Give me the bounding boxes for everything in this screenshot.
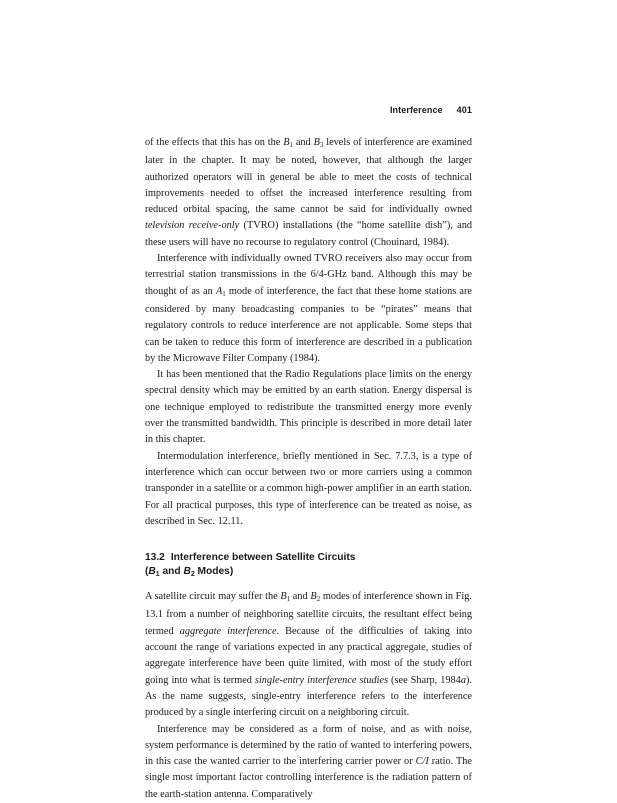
paragraph-1 bbox=[145, 135, 472, 251]
emphasis: television receive-only bbox=[145, 220, 240, 232]
text-run: Interference with individually owned TVRO receivers also may occur from terrestrial station transmissions in the 6/4-GHz band. Although this may be thought of as an bbox=[145, 253, 472, 297]
symbol: $B_1$ bbox=[148, 565, 160, 578]
symbol: $B_3$ bbox=[313, 137, 324, 149]
paragraph-2 bbox=[145, 251, 472, 367]
paragraph-5 bbox=[145, 589, 472, 721]
paragraph-4: Intermodulation interference, briefly mentioned in Sec. 7.7.3, is a type of interference which can occur between two or more carriers using a common transponder in a satellite or a common high-power amplifier in an earth station. For all practical purposes, this type of interference can be treated as noise, as described in Sec. 12.11. bbox=[145, 450, 472, 527]
text-run: (TVRO) installations (the “home satellite dish”), and these users will have no recourse to regulatory control (Chouinard, 1984). bbox=[145, 220, 472, 248]
text-run: levels of interference are examined later in the chapter. It may be noted, however, that although the larger authorized operators will in general be able to meet the costs of technical improvements needed to offset the increased interference resulting from reduced orbital spacing, the same cannot be said for individually owned bbox=[145, 137, 473, 216]
text-run: mode of interference, the fact that these home stations are considered by many broadcasting companies to be “pirates” means that regulatory controls to reduce interference are not applicable. Some steps that can be taken to reduce this form of interference are described in a publication by the Microwave Filter Company (1984). bbox=[145, 285, 472, 364]
section-title: Interference between Satellite Circuits bbox=[170, 552, 356, 564]
text-run: and bbox=[292, 137, 314, 148]
emphasis: a bbox=[460, 674, 466, 686]
emphasis: C/I bbox=[415, 756, 429, 768]
running-head-title: Interference bbox=[389, 105, 443, 115]
text-run: and bbox=[290, 591, 311, 603]
body-text bbox=[145, 135, 472, 803]
text-run: modes of interference shown in Fig. 13.1 from a number of neighboring satellite circuits, the resultant effect being termed bbox=[145, 591, 472, 637]
paragraph-3: It has been mentioned that the Radio Regulations place limits on the energy spectral density which may be emitted by an earth station. Energy dispersal is one technique employed to redistribute the transmitted energy more evenly over the transmitted bandwidth. This principle is described in more detail later in this chapter. bbox=[145, 369, 472, 446]
emphasis: aggregate interference bbox=[179, 625, 277, 637]
text-run: . Because of the difficulties of taking into account the range of variations expected in any practical aggregate, studies of aggregate interference have been quite limited, with most of the study effort going into what is termed bbox=[145, 625, 472, 686]
paragraph-6 bbox=[145, 722, 472, 803]
text-run: (see Sharp, 1984 bbox=[388, 674, 461, 686]
section-heading: 13.2 Interference between Satellite Circuits ($B_1$ and $B_2$ Modes) bbox=[145, 552, 356, 578]
text-run: Interference may be considered as a form of noise, and as with noise, system performance is determined by the ratio of wanted to interfering powers, in this case the wanted carrier to the interfering carrier power or bbox=[145, 723, 472, 768]
symbol: $B_1$ bbox=[280, 591, 291, 604]
emphasis: single-entry interference studies bbox=[254, 674, 389, 686]
text-run: of the effects that this has on the bbox=[145, 137, 284, 148]
text-run: ratio. The single most important factor controlling interference is the radiation pattern of the earth-station antenna. Comparatively bbox=[145, 756, 472, 800]
symbol: $A_1$ bbox=[215, 285, 226, 298]
text-run: A satellite circuit may suffer the bbox=[145, 591, 281, 603]
symbol: $B_2$ bbox=[183, 565, 195, 578]
section-number: 13.2 bbox=[145, 552, 165, 564]
symbol: $B_1$ bbox=[283, 137, 293, 149]
running-head bbox=[145, 105, 472, 115]
text-run: ). As the name suggests, single-entry interference refers to the interference produced by a single interfering circuit on a neighboring circuit. bbox=[145, 674, 472, 719]
page-number: 401 bbox=[456, 105, 472, 115]
symbol: $B_2$ bbox=[310, 591, 321, 604]
